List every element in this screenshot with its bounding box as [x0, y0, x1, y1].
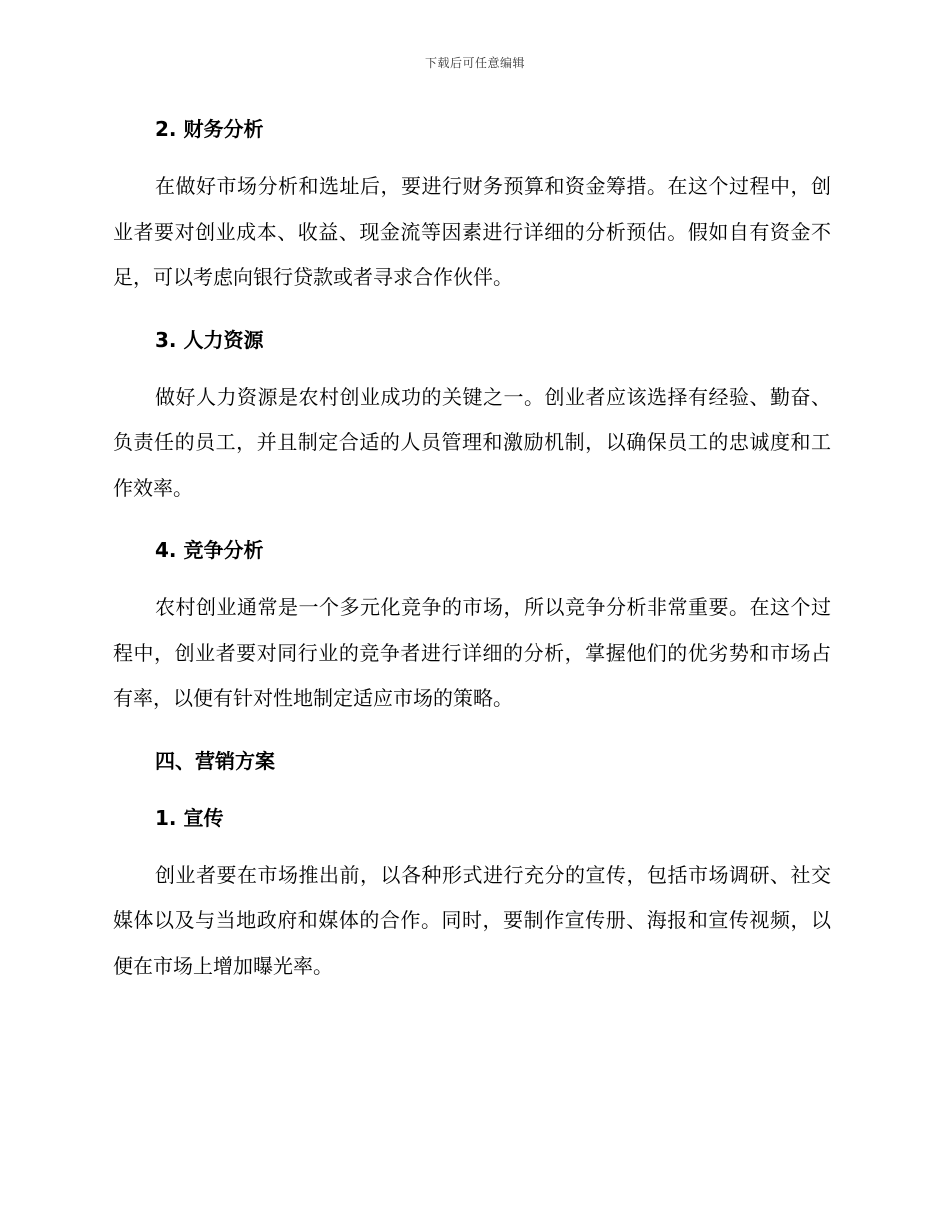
promotion-heading: 1. 宣传: [155, 805, 224, 830]
promotion-paragraph: 创业者要在市场推出前，以各种形式进行充分的宣传，包括市场调研、社交媒体以及与当地政府和媒体的合作。同时，要制作宣传册、海报和宣传视频，以便在市场上增加曝光率。: [113, 862, 831, 978]
marketing-heading: 四、营销方案: [155, 748, 275, 773]
hr-paragraph: 做好人力资源是农村创业成功的关键之一。创业者应该选择有经验、勤奋、负责任的员工，并且制定合适的人员管理和激励机制，以确保员工的忠诚度和工作效率。: [113, 384, 831, 500]
document-body: [113, 114, 831, 989]
finance-heading: 2. 财务分析: [155, 117, 264, 141]
page-header-note: 下载后可任意编辑: [424, 56, 525, 70]
hr-heading: 3. 人力资源: [155, 327, 264, 352]
competition-paragraph: 农村创业通常是一个多元化竞争的市场，所以竞争分析非常重要。在这个过程中，创业者要对同行业的竞争者进行详细的分析，掌握他们的优劣势和市场占有率，以便有针对性地制定适应市场的策略。: [113, 595, 831, 710]
finance-paragraph: 在做好市场分析和选址后，要进行财务预算和资金筹措。在这个过程中，创业者要对创业成本、收益、现金流等因素进行详细的分析预估。假如自有资金不足，可以考虑向银行贷款或者寻求合作伙伴。: [113, 174, 831, 289]
competition-heading: 4. 竞争分析: [155, 538, 264, 562]
